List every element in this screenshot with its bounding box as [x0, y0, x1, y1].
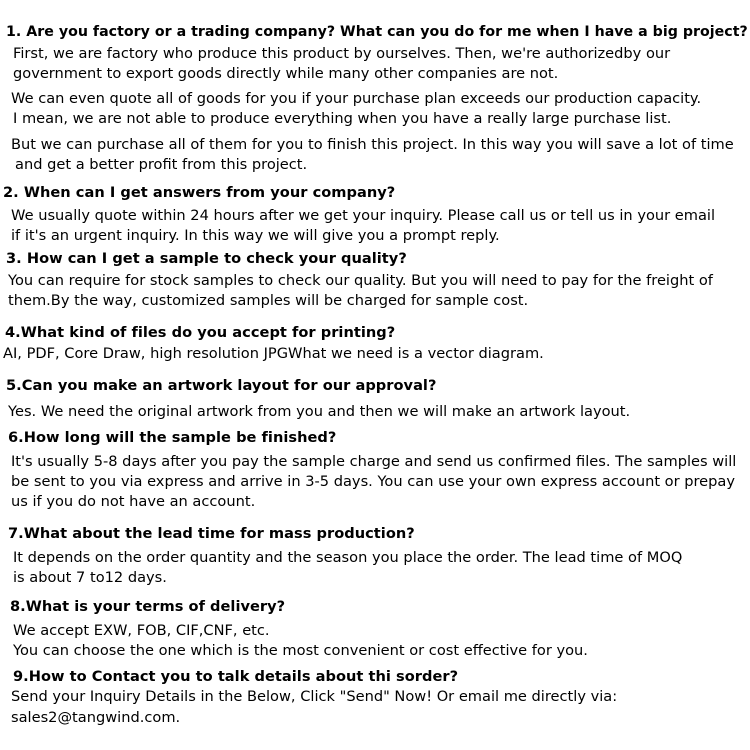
faq-question-3: 3. How can I get a sample to check your quality? [6, 250, 407, 267]
faq-answer-6-line-1: It's usually 5-8 days after you pay the sample charge and send us confirmed files. The samples will [11, 453, 737, 470]
faq-question-9: 9.How to Contact you to talk details about thi sorder? [13, 668, 459, 685]
faq-answer-8-line-2: You can choose the one which is the most convenient or cost effective for you. [13, 642, 588, 659]
faq-answer-2-line-1: We usually quote within 24 hours after we get your inquiry. Please call us or tell us in your email [11, 207, 716, 224]
faq-answer-9-line-1: Send your Inquiry Details in the Below, Click "Send" Now! Or email me directly via: [11, 688, 618, 705]
faq-question-6: 6.How long will the sample be finished? [8, 429, 337, 446]
faq-answer-1-line-3: We can even quote all of goods for you if your purchase plan exceeds our production capacity. [11, 90, 702, 107]
faq-answer-7-line-2: is about 7 to12 days. [13, 569, 167, 586]
faq-answer-6-line-2: be sent to you via express and arrive in 3-5 days. You can use your own express account or prepay [11, 473, 736, 490]
faq-answer-8-line-1: We accept EXW, FOB, CIF,CNF, etc. [13, 622, 270, 639]
faq-answer-7-line-1: It depends on the order quantity and the season you place the order. The lead time of MOQ [13, 549, 683, 566]
faq-question-5: 5.Can you make an artwork layout for our approval? [6, 377, 437, 394]
faq-question-7: 7.What about the lead time for mass production? [8, 525, 415, 542]
faq-answer-2-line-2: if it's an urgent inquiry. In this way we will give you a prompt reply. [11, 227, 500, 244]
faq-answer-3-line-2: them.By the way, customized samples will be charged for sample cost. [8, 292, 529, 309]
faq-answer-5-line-1: Yes. We need the original artwork from you and then we will make an artwork layout. [8, 403, 631, 420]
faq-question-4: 4.What kind of files do you accept for printing? [5, 324, 396, 341]
faq-question-1: 1. Are you factory or a trading company? What can you do for me when I have a big project? [6, 24, 748, 40]
faq-answer-1-line-5: But we can purchase all of them for you to finish this project. In this way you will save a lot of time [11, 136, 734, 153]
faq-answer-1-line-6: and get a better profit from this project. [15, 156, 308, 173]
faq-question-2: 2. When can I get answers from your company? [3, 184, 396, 201]
faq-question-8: 8.What is your terms of delivery? [10, 598, 286, 615]
faq-answer-6-line-3: us if you do not have an account. [11, 493, 256, 510]
faq-answer-3-line-1: You can require for stock samples to check our quality. But you will need to pay for the freight of [8, 272, 713, 289]
faq-answer-1-line-4: I mean, we are not able to produce everything when you have a really large purchase list. [13, 110, 672, 127]
faq-answer-1-line-2: government to export goods directly while many other companies are not. [13, 65, 559, 82]
faq-answer-1-line-1: First, we are factory who produce this product by ourselves. Then, we're authorizedby our [13, 45, 671, 62]
faq-answer-9-line-2: sales2@tangwind.com. [11, 709, 181, 726]
faq-answer-4-line-1: AI, PDF, Core Draw, high resolution JPGWhat we need is a vector diagram. [3, 345, 544, 362]
